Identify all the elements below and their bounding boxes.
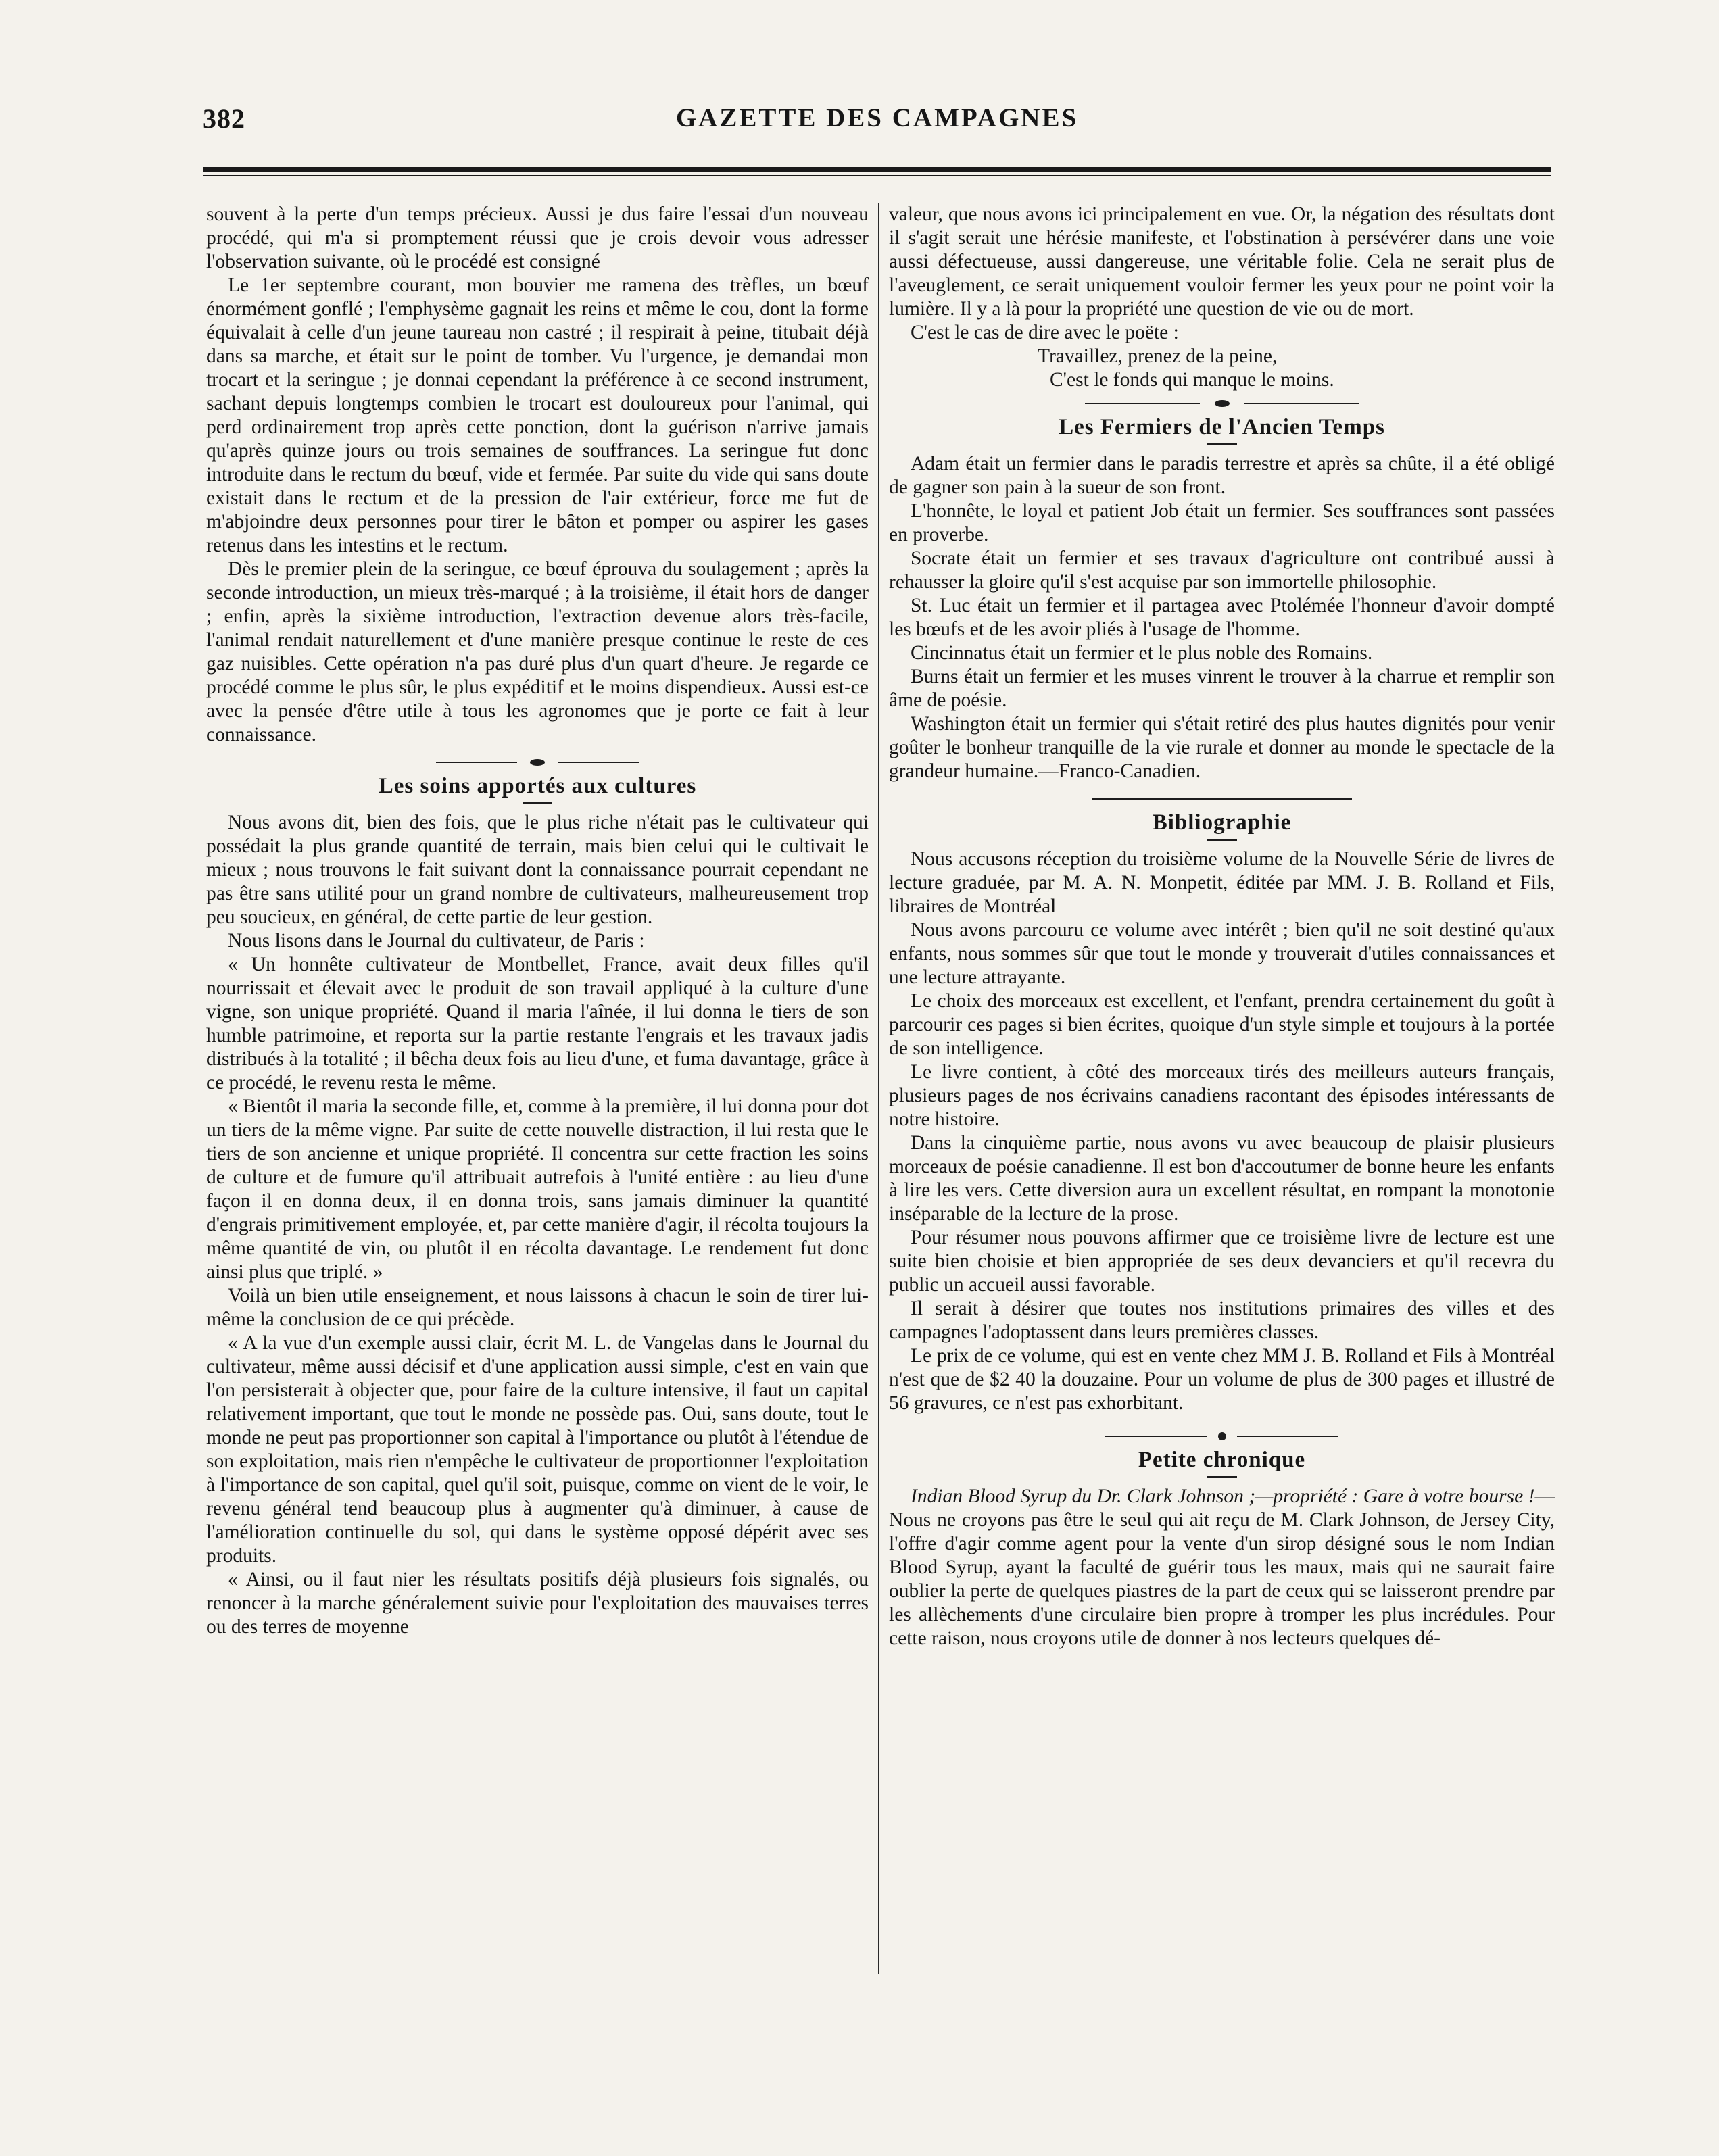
column-divider: [878, 203, 879, 1974]
article-paragraph: Le 1er septembre courant, mon bouvier me ramena des trèfles, un bœuf énormément gonflé ; l'emphysème gagnait les reins et même le cou, dont la forme équivalait à celle d'un jeune taureau non castré ; il respirait à peine, titubait déjà dans sa marche, et était sur le point de tomber. Vu l'urgence, je demandai mon trocart et la seringue ; je donnai cependant la préférence à ce second instrument, sachant depuis longtemps combien le trocart est douloureux pour l'animal, qui perd ordinairement trop après cette ponction, dont la guérison n'arrive jamais qu'après quinze jours ou trois semaines de souffrances. La seringue fut donc introduite dans le rectum du bœuf, vide et fermée. Par suite du vide qui sans doute existait dans le rectum et de la pression de l'air extérieur, force me fut de m'abjoindre deux personnes pour tirer le bâton et pomper ou aspirer les gases retenus dans les intestins et le rectum.: [206, 274, 869, 556]
title-underline: [1207, 443, 1237, 445]
article-continuation: valeur, que nous avons ici principalement en vue. Or, la négation des résultats dont il s'agit serait une hérésie manifeste, et l'obstination à persévérer dans une voie aussi défectueuse, aussi dangereuse, une véritable folie. Cela ne serait plus de l'aveuglement, ce serait uniquement vouloir fermer les yeux pour ne point voir la lumière. Il y a là pour la propriété une question de vie ou de mort.: [889, 203, 1555, 320]
chronicle-lead: Indian Blood Syrup du Dr. Clark Johnson ;—propriété : Gare à votre bourse !: [911, 1486, 1535, 1507]
article-paragraph: Cincinnatus était un fermier et le plus noble des Romains.: [911, 642, 1373, 664]
title-underline: [523, 802, 552, 804]
running-head: [203, 103, 1551, 143]
article-paragraph: Adam était un fermier dans le paradis terrestre et après sa chûte, il a été obligé de gagner son pain à la sueur de son front.: [889, 453, 1555, 498]
article-continuation: souvent à la perte d'un temps précieux. Aussi je dus faire l'essai d'un nouveau procédé, qui m'a si promptement réussi que je crois devoir vous adresser l'observation suivante, où le procédé est consigné: [206, 203, 869, 272]
section-ornament: [206, 756, 869, 768]
verse-line: C'est le fonds qui manque le moins.: [1050, 369, 1334, 391]
journal-title: GAZETTE DES CAMPAGNES: [675, 103, 1079, 132]
article-paragraph: Voilà un bien utile enseignement, et nous laissons à chacun le soin de tirer lui-même la conclusion de ce qui précède.: [206, 1285, 869, 1330]
article-paragraph: « Bientôt il maria la seconde fille, et, comme à la première, il lui donna pour dot un tiers de la même vigne. Par suite de cette nouvelle distraction, il lui resta que le tiers de son ancienne et unique propriété. Il concentra sur cette fraction les soins de culture et de fumure qu'il attribuait autrefois à l'unité entière : au lieu d'une façon il en donna deux, il en donna trois, sans jamais diminuer la quantité d'engrais primitivement employée, et, par cette manière d'agir, il récolta toujours la même quantité de vin, ou plutôt il en récolta davantage. Le rendement fut donc ainsi plus que triplé. »: [206, 1096, 869, 1283]
section-ornament: [889, 793, 1555, 805]
header-rule-thick: [203, 167, 1551, 172]
article-paragraph: « A la vue d'un exemple aussi clair, écrit M. L. de Vangelas dans le Journal du cultivateur, même aussi décisif et d'une application aussi simple, c'est en vain que l'on persisterait à objecter que, pour faire de la culture intensive, il faut un capital relativement important, que tout le monde ne possède pas. Oui, sans doute, tout le monde ne peut pas proportionner son capital à l'importance ou plutôt à l'étendue de son exploitation, mais rien n'empêche le cultivateur de proportionner l'exploitation à l'importance de son capital, quel qu'il soit, puisque, comme on vient de le voir, le revenu général tend beaucoup plus à augmenter qu'à diminuer, à cause de l'amélioration continuelle du sol, qui dans le système opposé dépérit avec ses produits.: [206, 1332, 869, 1567]
article-paragraph: Il serait à désirer que toutes nos institutions primaires des villes et des campagnes l'adoptassent dans leurs premières classes.: [889, 1298, 1555, 1343]
article-paragraph: Nous avons parcouru ce volume avec intérêt ; bien qu'il ne soit destiné qu'aux enfants, nous sommes sûr que tout le monde y trouverait d'utiles connaissances et une lecture attrayante.: [889, 919, 1555, 988]
article-paragraph: Le livre contient, à côté des morceaux tirés des meilleurs auteurs français, plusieurs pages de nos écrivains canadiens racontant des épisodes intéressants de notre histoire.: [889, 1061, 1555, 1130]
header-rule-thin: [203, 175, 1551, 176]
article-paragraph: Dans la cinquième partie, nous avons vu avec beaucoup de plaisir plusieurs morceaux de poésie canadienne. Il est bon d'accoutumer de bonne heure les enfants à lire les vers. Cette diversion aura un excellent résultat, en rompant la monotonie inséparable de la lecture de la prose.: [889, 1132, 1555, 1225]
chronicle-text: —Nous ne croyons pas être le seul qui ait reçu de M. Clark Johnson, de Jersey City, l'offre d'agir comme agent pour la vente d'un sirop désigné sous le nom Indian Blood Syrup, ayant la faculté de guérir tous les maux, mais qui ne saurait faire oublier la perte de quelques piastres de la part de ceux qui se laisseront prendre par les allèchements d'une circulaire bien propre à tromper les plus incrédules. Pour cette raison, nous croyons utile de donner à nos lecteurs quelques dé-: [889, 1486, 1555, 1649]
article-paragraph: Nous accusons réception du troisième volume de la Nouvelle Série de livres de lecture graduée, par M. A. N. Monpetit, éditée par MM. J. B. Rolland et Fils, libraires de Montréal: [889, 848, 1555, 917]
section-ornament: [889, 1430, 1555, 1442]
article-paragraph: « Un honnête cultivateur de Montbellet, France, avait deux filles qu'il nourrissait et élevait avec le produit de son travail appliqué à la culture d'une vigne, son unique propriété. Quand il maria l'aînée, il lui donna le tiers de son humble patrimoine, et reporta sur la partie restante l'engrais et les travaux jadis distribués à la totalité ; il bêcha deux fois au lieu d'une, et fuma davantage, grâce à ce procédé, le revenu resta le même.: [206, 954, 869, 1094]
article-paragraph: St. Luc était un fermier et il partagea avec Ptolémée l'honneur d'avoir dompté les bœufs et de les avoir pliés à l'usage de l'homme.: [889, 595, 1555, 640]
chronicle-paragraph: [889, 1485, 1555, 1650]
article-paragraph: Le choix des morceaux est excellent, et l'enfant, prendra certainement du goût à parcourir ces pages si bien écrites, quoique d'un style simple et toujours à la portée de son intelligence.: [889, 990, 1555, 1059]
page-number: 382: [203, 103, 245, 134]
section-title-bibliography: Bibliographie: [1152, 810, 1292, 835]
section-title-chronicle: Petite chronique: [1138, 1448, 1306, 1472]
article-paragraph: Dès le premier plein de la seringue, ce bœuf éprouva du soulagement ; après la seconde introduction, un mieux très-marqué ; à la troisième, il était hors de danger ; enfin, après la sixième introduction, l'extraction devenue alors très-facile, l'animal rendait naturellement et d'une manière presque continue le reste de ces gaz nuisibles. Cette opération n'a pas duré plus d'un quart d'heure. Je regarde ce procédé comme le plus sûr, le plus expéditif et le moins dispendieux. Aussi est-ce avec la pensée d'être utile à tous les agronomes que je porte ce fait à leur connaissance.: [206, 558, 869, 745]
article-paragraph: Le prix de ce volume, qui est en vente chez MM J. B. Rolland et Fils à Montréal n'est que de $2 40 la douzaine. Pour un volume de plus de 300 pages et illustré de 56 gravures, ce n'est pas exhorbitant.: [889, 1345, 1555, 1414]
article-paragraph: Burns était un fermier et les muses vinrent le trouver à la charrue et remplir son âme de poésie.: [889, 666, 1555, 711]
article-paragraph: Washington était un fermier qui s'était retiré des plus hautes dignités pour venir goûter le bonheur tranquille de la vie rurale et donner au monde le spectacle de la grandeur humaine.—Franco-Canadien.: [889, 713, 1555, 782]
article-paragraph: Nous avons dit, bien des fois, que le plus riche n'était pas le cultivateur qui possédait la plus grande quantité de terrain, mais bien celui qui le cultivait le mieux ; nous trouvons le fait suivant dont la connaissance pourrait cependant ne pas être sans utilité pour un grand nombre de cultivateurs, malheureusement trop peu soucieux, en général, de cette partie de leur gestion.: [206, 812, 869, 928]
article-paragraph: Pour résumer nous pouvons affirmer que ce troisième livre de lecture est une suite bien choisie et bien appropriée de ses deux devanciers et qu'il recevra du public un accueil aussi favorable.: [889, 1227, 1555, 1296]
poet-intro: C'est le cas de dire avec le poëte :: [911, 322, 1179, 343]
title-underline: [1207, 839, 1237, 841]
verse-line: Travaillez, prenez de la peine,: [1038, 345, 1278, 367]
title-underline: [1207, 1476, 1237, 1478]
section-ornament: [889, 397, 1555, 410]
article-paragraph: Socrate était un fermier et ses travaux d'agriculture ont contribué aussi à rehausser la gloire qu'il s'est acquise par son immortelle philosophie.: [889, 547, 1555, 593]
article-paragraph: L'honnête, le loyal et patient Job était un fermier. Ses souffrances sont passées en proverbe.: [889, 500, 1555, 545]
article-paragraph: « Ainsi, ou il faut nier les résultats positifs déjà plusieurs fois signalés, ou renoncer à la marche généralement suivie pour l'exploitation des mauvaises terres ou des terres de moyenne: [206, 1569, 869, 1638]
section-title-cultures: Les soins apportés aux cultures: [378, 774, 697, 798]
article-paragraph: Nous lisons dans le Journal du cultivateur, de Paris :: [228, 930, 645, 952]
left-column: [206, 203, 869, 1980]
section-title-farmers: Les Fermiers de l'Ancien Temps: [1059, 415, 1385, 439]
right-column: [889, 203, 1555, 1980]
